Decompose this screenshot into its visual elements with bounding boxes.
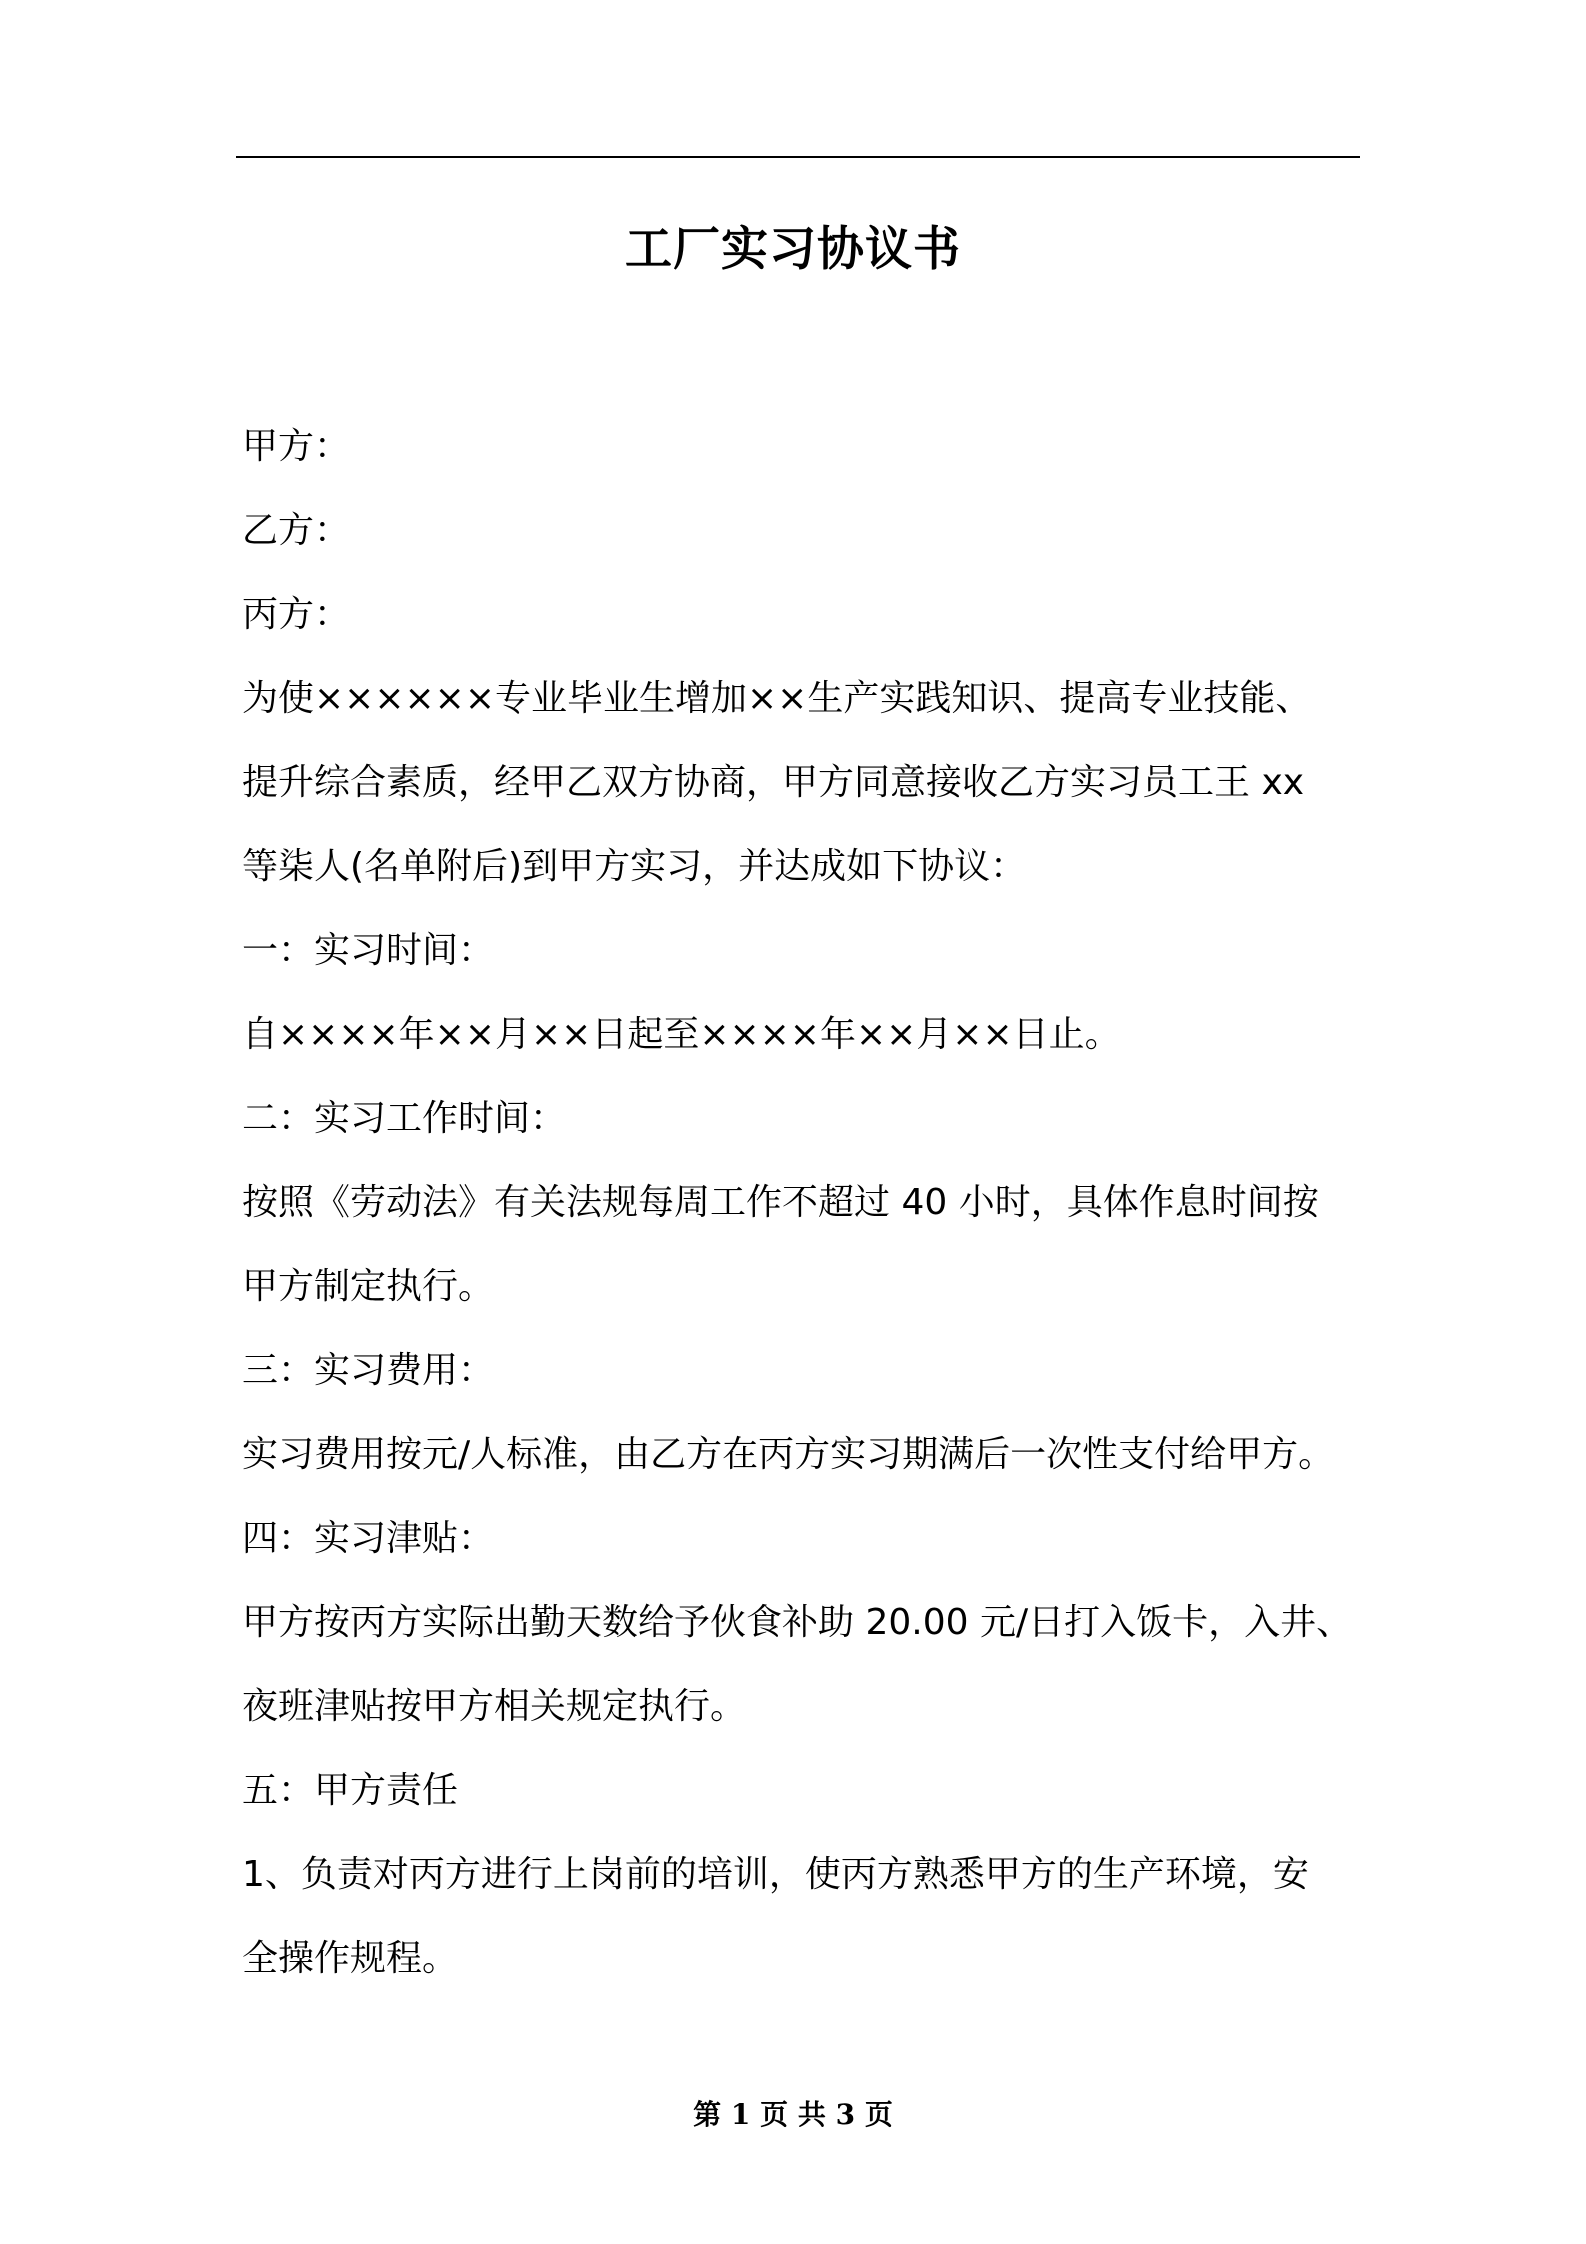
section-4-text-2: 夜班津贴按甲方相关规定执行。 xyxy=(242,1686,747,1727)
section-2-text-2: 甲方制定执行。 xyxy=(242,1266,495,1307)
section-heading-3: 三：实习费用： xyxy=(242,1350,495,1391)
header-rule xyxy=(236,156,1360,158)
section-1-text: 自××××年××月××日起至××××年××月××日止。 xyxy=(242,1014,1121,1055)
section-heading-4: 四：实习津贴： xyxy=(242,1518,495,1559)
intro-line-1: 为使××××××专业毕业生增加××生产实践知识、提高专业技能、 xyxy=(242,678,1312,719)
section-2-text-1: 按照《劳动法》有关法规每周工作不超过 40 小时，具体作息时间按 xyxy=(242,1182,1319,1223)
section-heading-5: 五：甲方责任 xyxy=(242,1770,459,1811)
party-c-line: 丙方： xyxy=(242,594,351,635)
section-5-item-1-line-2: 全操作规程。 xyxy=(242,1938,459,1979)
page-number-footer: 第 1 页 共 3 页 xyxy=(693,2098,893,2131)
document-title: 工厂实习协议书 xyxy=(625,222,961,277)
section-heading-2: 二：实习工作时间： xyxy=(242,1098,567,1139)
section-4-text-1: 甲方按丙方实际出勤天数给予伙食补助 20.00 元/日打入饭卡，入井、 xyxy=(242,1602,1353,1643)
section-heading-1: 一：实习时间： xyxy=(242,930,495,971)
party-a-line: 甲方： xyxy=(242,426,351,467)
intro-line-3: 等柒人(名单附后)到甲方实习，并达成如下协议： xyxy=(242,846,1027,887)
section-5-item-1-line-1: 1、负责对丙方进行上岗前的培训，使丙方熟悉甲方的生产环境，安 xyxy=(242,1854,1309,1895)
intro-line-2: 提升综合素质，经甲乙双方协商，甲方同意接收乙方实习员工王 xx xyxy=(242,762,1305,803)
party-b-line: 乙方： xyxy=(242,510,351,551)
section-3-text: 实习费用按元/人标准，由乙方在丙方实习期满后一次性支付给甲方。 xyxy=(242,1434,1335,1475)
document-body xyxy=(242,405,1382,2001)
